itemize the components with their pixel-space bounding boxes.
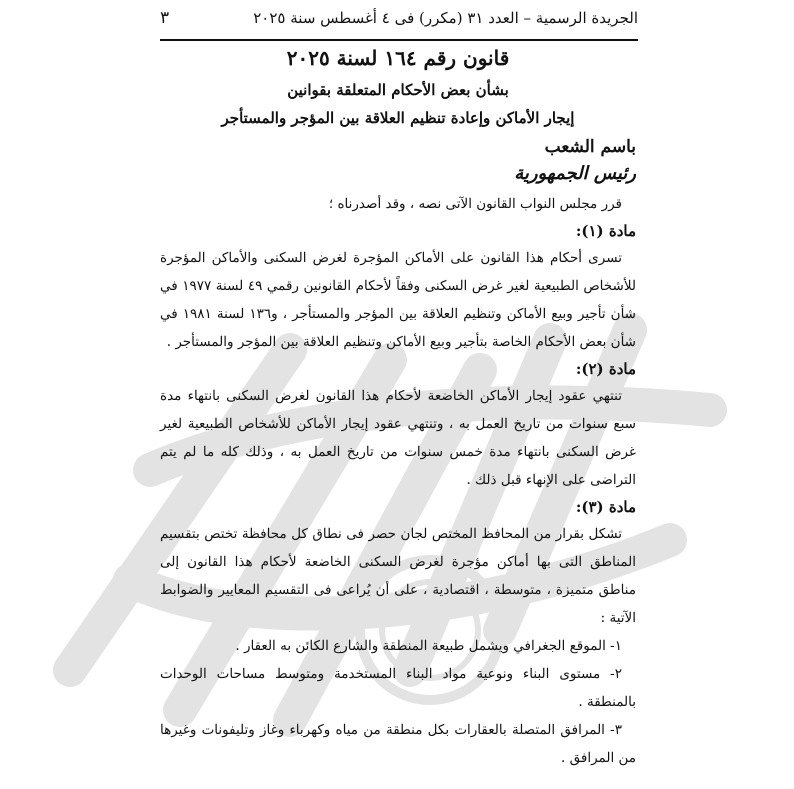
article-3-heading: مادة (٣): [575, 498, 636, 516]
in-the-name-of-people: باسم الشعب [544, 137, 636, 157]
law-title: قانون رقم ١٦٤ لسنة ٢٠٢٥ [286, 46, 510, 70]
page-number: ٣ [160, 8, 170, 28]
article-2-text: تنتهي عقود إيجار الأماكن الخاضعة لأحكام هذا القانون لغرض السكنى بانتهاء مدة سبع سنوات من تاريخ العمل به ، وتنتهي عقود إيجار الأماكن للأشخاص الطبيعية لغير غرض السكنى بانتهاء مدة خمس سنوات من تاريخ العمل به ، وذلك كله ما لم يتم التراضى على الإنهاء قبل ذلك . [160, 388, 636, 488]
president-heading: رئيس الجمهورية [514, 163, 636, 184]
article-3-text: تشكل بقرار من المحافظ المختص لجان حصر فى نطاق كل محافظة تختص بتقسيم المناطق التى بها أماكن مؤجرة لغرض السكنى الخاضعة لأحكام هذا القانون إلى مناطق متميزة ، متوسطة ، اقتصادية ، على أن يُراعى فى التقسيم المعايير والضوابط الآتية : [160, 526, 636, 626]
article-3-item-3: ٣- المرافق المتصلة بالعقارات بكل منطقة من مياه وكهرباء وغاز وتليفونات وغيرها من المرافق . [160, 722, 636, 766]
article-3-item-1: ١- الموقع الجغرافي ويشمل طبيعة المنطقة والشارع الكائن به العقار . [235, 638, 622, 654]
enactment-clause: قرر مجلس النواب القانون الآتى نصه ، وقد أصدرناه ؛ [328, 196, 622, 212]
header-rule [160, 39, 638, 41]
running-title: الجريدة الرسمية – العدد ٣١ (مكرر) فى ٤ أغسطس سنة ٢٠٢٥ [253, 9, 638, 27]
law-subtitle-line2: إيجار الأماكن وإعادة تنظيم العلاقة بين المؤجر والمستأجر [221, 109, 575, 127]
article-2-heading: مادة (٢): [575, 360, 636, 378]
article-3-item-2: ٢- مستوى البناء ونوعية مواد البناء المستخدمة ومتوسط مساحات الوحدات بالمنطقة . [160, 666, 636, 710]
article-1-text: تسرى أحكام هذا القانون على الأماكن المؤجرة لغرض السكنى والأماكن المؤجرة للأشخاص الطبيعية لغير غرض السكنى وفقاً لأحكام القانونين رقمي ٤٩ لسنة ١٩٧٧ في شأن تأجير وبيع الأماكن وتنظيم العلاقة بين المؤجر والمستأجر ، و١٣٦ لسنة ١٩٨١ في شأن بعض الأحكام الخاصة بتأجير وبيع الأماكن وتنظيم العلاقة بين المؤجر والمستأجر . [160, 250, 636, 350]
law-body [160, 134, 636, 772]
running-header [160, 6, 638, 36]
article-1-heading: مادة (١): [575, 222, 636, 240]
law-subtitle-line1: بشأن بعض الأحكام المتعلقة بقوانين [287, 81, 509, 99]
